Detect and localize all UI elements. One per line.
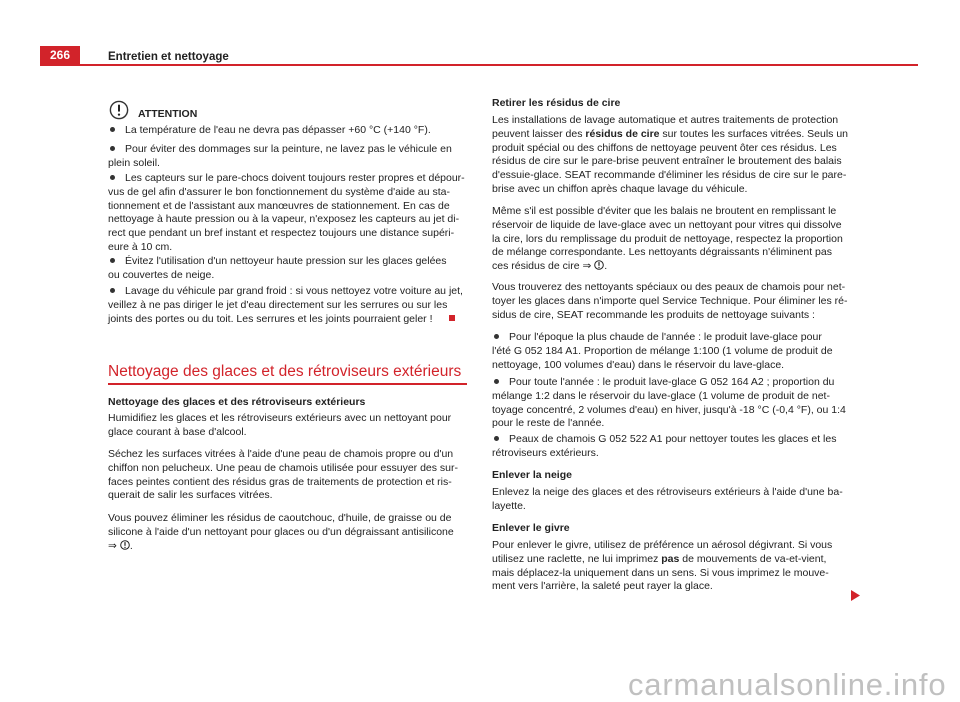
paragraph [492,281,852,322]
text-line: layette. [492,499,526,512]
warning-circle-icon [109,100,129,120]
text-line [108,540,468,554]
text-line: Retirer les résidus de cire [492,97,621,110]
paragraph [108,412,468,440]
text-line [108,285,468,299]
cross-ref-arrow: ⇒ [108,539,117,552]
line-text: Pour éviter des dommages sur la peinture, ne lavez pas le véhicule en [125,143,452,156]
paragraph [108,448,468,503]
text-line [492,331,852,345]
bullet-icon [110,288,115,293]
text-line [108,172,468,186]
text-line: l'été G 052 184 A1. Proportion de mélange 1:100 (1 volume de produit de [492,344,833,357]
warning-ref-icon [594,260,604,270]
text-line: tionnement et de l'assistant aux manœuvres de stationnement. En cas de [108,199,450,212]
text-line: chiffon non pelucheux. Une peau de chamois utilisée pour essuyer des sur- [108,461,459,474]
text-line: faces peintes contient des résidus gras de traitements de protection et ris- [108,475,452,488]
text-line: brise avec un chiffon après chaque lavage du véhicule. [492,183,748,196]
text-line: querait de salir les surfaces vitrées. [108,489,273,502]
line-text: Pour toute l'année : le produit lave-glace G 052 164 A2 ; proportion du [509,376,835,389]
text-line [108,143,468,157]
text-line: glace courant à base d'alcool. [108,425,247,438]
warning-bullet [108,172,468,255]
text-line: eure à 10 cm. [108,241,173,254]
text-line: Enlevez la neige des glaces et des rétroviseurs extérieurs à l'aide d'une ba- [492,486,843,499]
line-text: . [129,539,133,552]
paragraph [492,486,852,514]
text-line: nettoyage à haute pression ou à la vapeur, n'exposez les capteurs au jet di- [108,213,460,226]
text-line: Nettoyage des glaces et des rétroviseurs extérieurs [108,396,366,409]
text-line: réservoir de liquide de lave-glace avec un nettoyant pour vitres qui dissolve [492,218,842,231]
text-line: rect que pendant un bref instant et respectez toujours une distance supéri- [108,227,455,240]
text-line: toyage concentré, 2 volumes d'eau) en hiver, jusqu'à -18 °C (-0,4 °F), ou 1:4 [492,403,846,416]
warning-bullet [108,143,468,171]
paragraph [108,512,468,553]
bullet-icon [494,379,499,384]
line-text: peuvent laisser des [492,127,586,140]
text-line: ment vers l'arrière, la saleté peut rayer la glace. [492,580,713,593]
text-line: la cire, lors du remplissage du produit de nettoyage, respectez la proportion [492,232,843,245]
text-line: plein soleil. [108,156,160,169]
list-item [492,331,852,372]
line-text: utilisez une raclette, ne lui imprimez [492,552,662,565]
text-line: vus de gel afin d'assurer le bon fonctionnement du système d'aide au sta- [108,185,450,198]
text-line: silicone à l'aide d'un nettoyant pour glaces ou d'un dégraissant antisilicone [108,525,454,538]
text-line: rétroviseurs extérieurs. [492,446,599,459]
text-line: de mélange correspondante. Les nettoyants dégraissants n'éliminent pas [492,246,832,259]
bullet-icon [110,258,115,263]
emphasis-text: pas [661,552,680,565]
text-line: Humidifiez les glaces et les rétroviseurs extérieurs avec un nettoyant pour [108,412,452,425]
text-line: Séchez les surfaces vitrées à l'aide d'une peau de chamois propre ou d'un [108,448,454,461]
text-line: nettoyage, 100 volumes d'eau) dans le réservoir du lave-glace. [492,358,785,371]
text-line: Même s'il est possible d'éviter que les balais ne broutent en remplissant le [492,205,837,218]
subheading [492,97,852,111]
text-line [492,128,852,142]
line-text: Peaux de chamois G 052 522 A1 pour nettoyer toutes les glaces et les [509,433,837,446]
page-number: 266 [40,46,80,65]
bullet-icon [110,127,115,132]
text-line: Enlever la neige [492,469,572,482]
line-text: de mouvements de va-et-vient, [679,552,827,565]
line-text: Les capteurs sur le pare-chocs doivent toujours rester propres et dépour- [125,172,465,185]
end-mark-icon [449,315,455,321]
text-line [108,255,468,269]
text-line: Vous pouvez éliminer les résidus de caoutchouc, d'huile, de graisse ou de [108,512,452,525]
list-item [492,376,852,431]
text-line: toyer les glaces dans n'importe quel Service Technique. Pour éliminer les ré- [492,294,848,307]
text-line: veillez à ne pas diriger le jet d'eau directement sur les serrures ou sur les [108,298,448,311]
text-line: Vous trouverez des nettoyants spéciaux ou des peaux de chamois pour net- [492,281,846,294]
text-line: mélange 1:2 dans le réservoir du lave-glace (1 volume de produit de net- [492,389,830,402]
bullet-icon [110,146,115,151]
text-line: ou couvertes de neige. [108,268,215,281]
line-text: La température de l'eau ne devra pas dépasser +60 °C (+140 °F). [125,124,431,137]
text-line: d'essuie-glace. SEAT recommande d'éliminer les résidus de cire sur le pare- [492,169,847,182]
text-line [108,124,468,138]
bullet-icon [494,334,499,339]
subheading [492,522,852,536]
subheading [108,396,468,410]
text-line [492,433,852,447]
text-line [492,260,852,274]
warning-ref-icon [120,540,130,550]
text-line: mais déplacez-la uniquement dans un sens. Si vous imprimez le mouve- [492,566,829,579]
paragraph [492,114,852,197]
line-text: Évitez l'utilisation d'un nettoyeur haute pression sur les glaces gelées [125,255,447,268]
line-text: Pour l'époque la plus chaude de l'année : le produit lave-glace pour [509,331,822,344]
text-line: Pour enlever le givre, utilisez de préférence un aérosol dégivrant. Si vous [492,539,833,552]
text-line: joints des portes ou du toit. Les serrures et les joints pourraient geler ! [108,312,433,325]
section-heading-rule [108,383,467,385]
section-heading: Nettoyage des glaces et des rétroviseurs extérieurs [108,363,462,380]
text-line [492,376,852,390]
text-line: résidus de cire sur le pare-brise peuvent entraîner le broutement des balais [492,155,842,168]
chapter-title: Entretien et nettoyage [108,50,229,63]
line-text: . [604,260,608,273]
watermark: carmanualsonline.info [628,667,947,702]
text-line [492,553,852,567]
text-line: pour le reste de l'année. [492,417,605,430]
warning-title: ATTENTION [138,108,198,121]
warning-bullet [108,285,468,326]
emphasis-text: résidus de cire [585,127,660,140]
paragraph [492,539,852,594]
line-text: ces résidus de cire ⇒ [492,260,592,273]
subheading [492,469,852,483]
text-line: Les installations de lavage automatique et autres traitements de protection [492,114,839,127]
line-text: sur toutes les surfaces vitrées. Seuls un [659,127,849,140]
continue-arrow-icon [851,590,861,601]
text-line: produit spécial ou des chiffons de nettoyage peuvent ôter ces résidus. Les [492,141,837,154]
line-text: Lavage du véhicule par grand froid : si vous nettoyez votre voiture au jet, [125,285,463,298]
text-line: sidus de cire, SEAT recommande les produits de nettoyage suivants : [492,308,815,321]
paragraph [492,205,852,274]
text-line: Enlever le givre [492,522,570,535]
list-item [492,433,852,461]
bullet-icon [494,436,499,441]
warning-bullet [108,255,468,283]
bullet-icon [110,175,115,180]
warning-bullet [108,124,468,138]
